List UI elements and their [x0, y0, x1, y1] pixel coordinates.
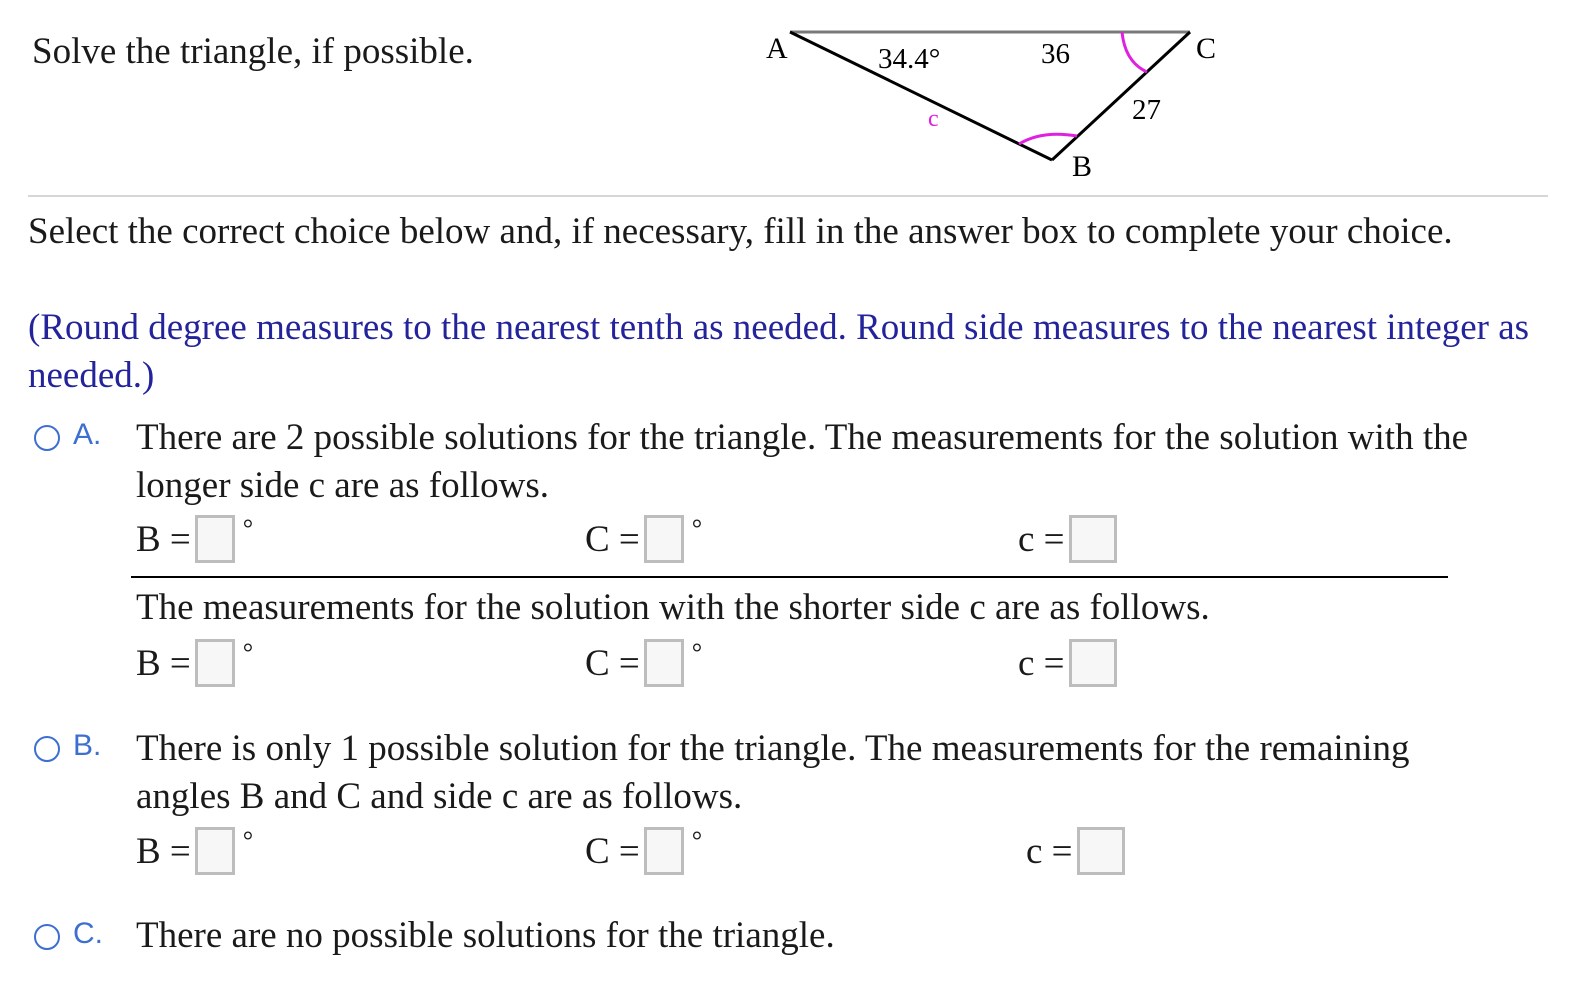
input-a1-angle-b[interactable] [195, 515, 235, 563]
label-side-c: c = [1026, 830, 1073, 872]
label-side-c: c = [1018, 518, 1065, 560]
option-b-radio[interactable] [34, 736, 60, 762]
answer-a2-angle-b [136, 639, 253, 687]
input-a1-angle-c[interactable] [644, 515, 684, 563]
option-a-text: There are 2 possible solutions for the triangle. The measurements for the solution with the longer side c are as follows. [136, 417, 1469, 506]
answer-b-angle-c [585, 827, 702, 875]
option-c-letter: C. [73, 917, 103, 950]
answer-b-angle-b [136, 827, 253, 875]
option-a-letter: A. [73, 418, 102, 451]
label-angle-c: C = [585, 518, 640, 560]
answer-a1-angle-b [136, 515, 253, 563]
side-b-label: 36 [1041, 38, 1070, 70]
question-prompt: Solve the triangle, if possible. [32, 31, 474, 72]
side-a-label: 27 [1132, 94, 1161, 126]
degree-symbol: ° [242, 514, 254, 543]
angle-a-label: 34.4° [878, 43, 941, 75]
option-a-text-shorter: The measurements for the solution with the shorter side c are as follows. [136, 587, 1210, 628]
degree-symbol: ° [242, 638, 254, 667]
answer-a2-angle-c [585, 639, 702, 687]
option-b-text: There is only 1 possible solution for the triangle. The measurements for the remaining angles B and C and side c are as follows. [136, 728, 1410, 817]
section-divider [28, 195, 1548, 197]
label-angle-c: C = [585, 830, 640, 872]
rounding-hint: (Round degree measures to the nearest tenth as needed. Round side measures to the nearest integer as needed.) [28, 307, 1530, 396]
angle-b-arc [1019, 134, 1077, 144]
answer-b-side-c [1026, 827, 1125, 875]
answer-a1-side-c [1018, 515, 1117, 563]
degree-symbol: ° [691, 638, 703, 667]
option-a-radio[interactable] [34, 425, 60, 451]
input-a1-side-c[interactable] [1069, 515, 1117, 563]
degree-symbol: ° [691, 514, 703, 543]
input-a2-side-c[interactable] [1069, 639, 1117, 687]
input-b-angle-b[interactable] [195, 827, 235, 875]
answer-a2-side-c [1018, 639, 1117, 687]
answer-a1-angle-c [585, 515, 702, 563]
degree-symbol: ° [691, 826, 703, 855]
label-angle-b: B = [136, 518, 191, 560]
input-a2-angle-c[interactable] [644, 639, 684, 687]
solution-separator [131, 576, 1448, 578]
angle-c-arc [1122, 32, 1147, 72]
option-c-radio[interactable] [34, 924, 60, 950]
vertex-c-label: C [1196, 32, 1217, 65]
label-side-c: c = [1018, 642, 1065, 684]
side-c-label: c [928, 106, 939, 132]
label-angle-c: C = [585, 642, 640, 684]
label-angle-b: B = [136, 830, 191, 872]
vertex-b-label: B [1072, 150, 1093, 183]
degree-symbol: ° [242, 826, 254, 855]
instructions: Select the correct choice below and, if necessary, fill in the answer box to complete your choice. [28, 211, 1453, 252]
input-a2-angle-b[interactable] [195, 639, 235, 687]
input-b-side-c[interactable] [1077, 827, 1125, 875]
option-c-text: There are no possible solutions for the triangle. [136, 915, 835, 956]
triangle-diagram [750, 16, 1250, 191]
label-angle-b: B = [136, 642, 191, 684]
side-a-edge [1052, 32, 1190, 160]
input-b-angle-c[interactable] [644, 827, 684, 875]
vertex-a-label: A [766, 32, 788, 65]
option-b-letter: B. [73, 729, 102, 762]
